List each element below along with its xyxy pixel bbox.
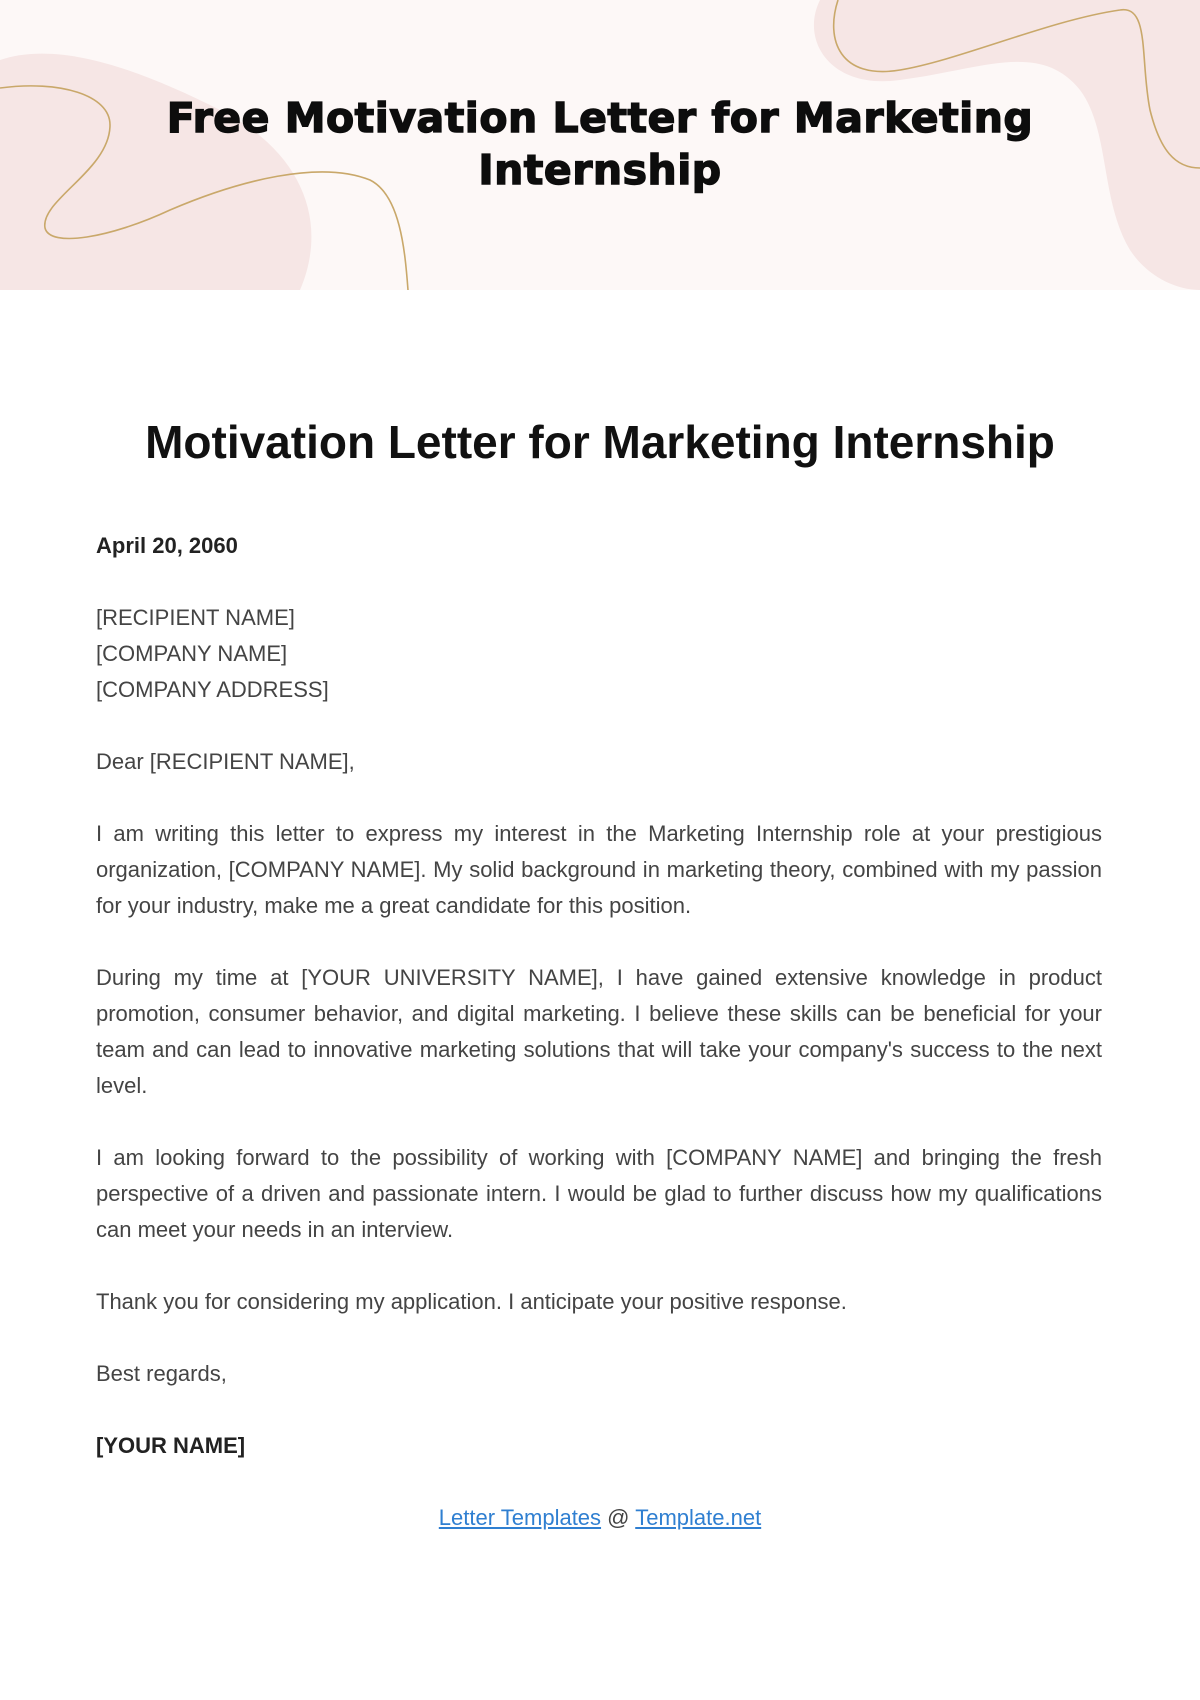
recipient-name: [RECIPIENT NAME] [96,605,295,630]
banner-title-line1: Free Motivation Letter for Marketing [166,94,1034,142]
banner-title [0,92,1200,196]
paragraph-thanks: Thank you for considering my application. I anticipate your positive response. [96,1289,847,1314]
banner-title-line2: Internship [478,146,722,194]
salutation: Dear [RECIPIENT NAME], [96,749,355,774]
signature: [YOUR NAME] [96,1433,246,1458]
letter-templates-link[interactable]: Letter Templates [438,1505,602,1530]
header-banner [0,0,1200,290]
footer [0,1502,1200,1534]
recipient-address: [COMPANY ADDRESS] [96,677,329,702]
paragraph-education: During my time at [YOUR UNIVERSITY NAME], I have gained extensive knowledge in product promotion, consumer behavior, and digital marketing. I believe these skills can be beneficial for your team and can lead to innovative marketing solutions that will take your company's success to the next level. [96,965,1102,1098]
closing: Best regards, [96,1361,227,1386]
footer-separator: @ [601,1505,636,1530]
recipient-company: [COMPANY NAME] [96,641,288,666]
document-title: Motivation Letter for Marketing Internship [145,416,1055,468]
letter-body [96,528,1102,1500]
paragraph-intro: I am writing this letter to express my interest in the Marketing Internship role at your prestigious organization, [COMPANY NAME]. My solid background in marketing theory, combined with my passion for your industry, make me a great candidate for this position. [96,821,1102,918]
recipient-block [96,600,1102,708]
template-net-link[interactable]: Template.net [635,1505,762,1530]
paragraph-outlook: I am looking forward to the possibility of working with [COMPANY NAME] and bringing the fresh perspective of a driven and passionate intern. I would be glad to further discuss how my qualifications can meet your needs in an interview. [96,1145,1102,1242]
letter-date: April 20, 2060 [96,533,238,558]
